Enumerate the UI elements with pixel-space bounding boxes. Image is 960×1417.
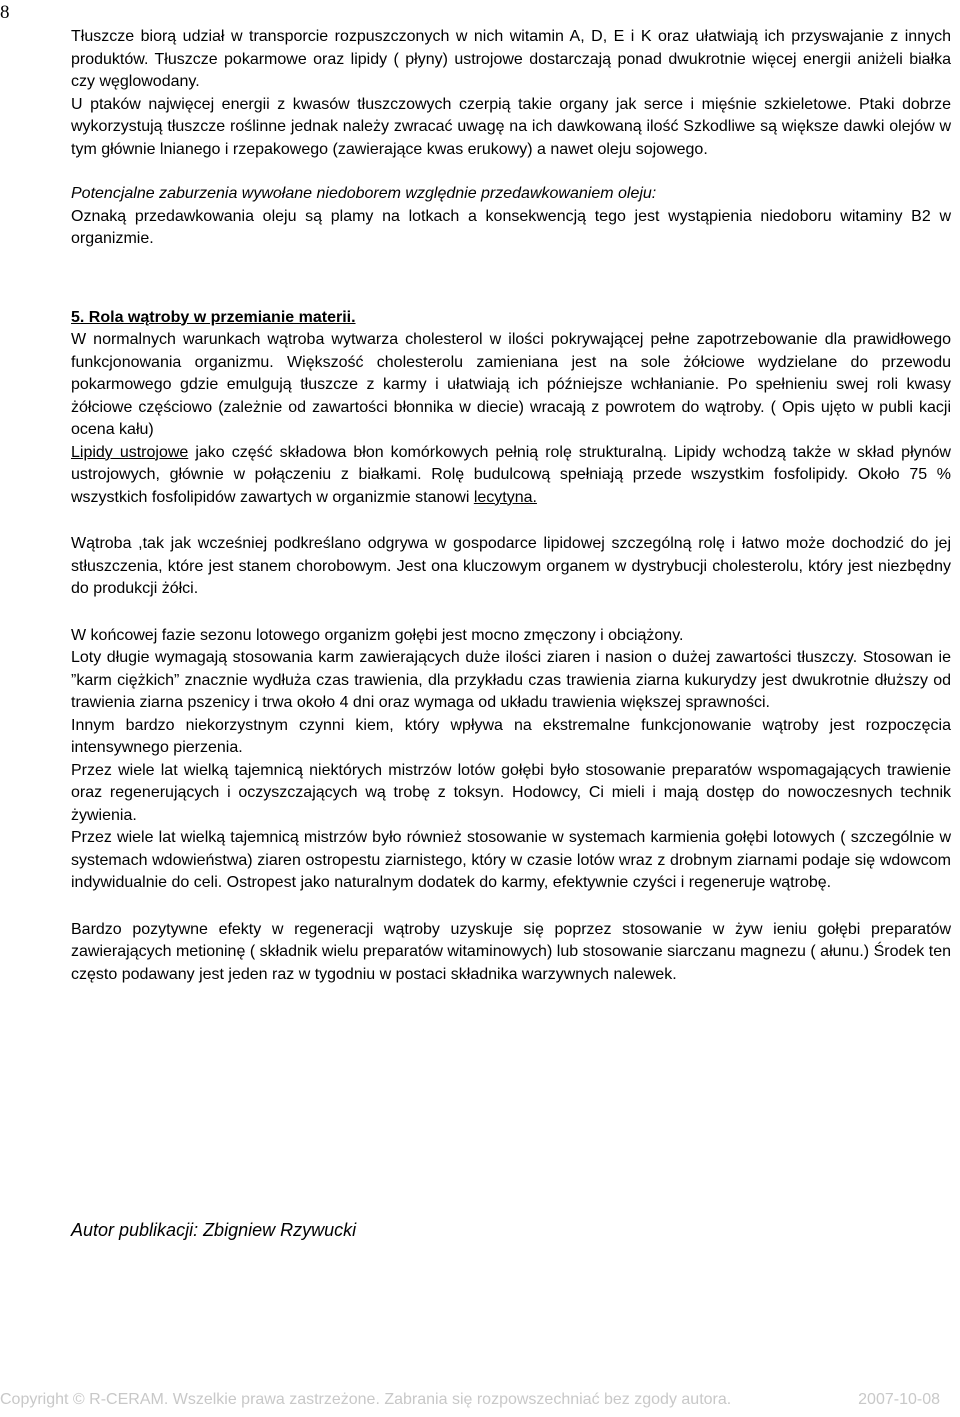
paragraph-regeneration: Bardzo pozytywne efekty w regeneracji wątroby uzyskuje się poprzez stosowanie w żyw ieniu gołębi preparatów zawierających metioninę ( składnik wielu preparatów witaminowych) lub stosowanie siarczanu magnezu ( ałunu.) Środek ten często podawany jest jeden raz w tygodniu w postaci składnika warzywnych nalewek. xyxy=(71,920,951,983)
lecithin-term: lecytyna. xyxy=(473,488,537,506)
paragraph-birds-energy: U ptaków najwięcej energii z kwasów tłuszczowych czerpią takie organy jak serce i mięśnie szkieletowe. Ptaki dobrze wykorzystują tłuszcze roślinne jednak należy zwracać uwagę na ich dawkowaną ilość Szkodliwe są większe dawki olejów w tym głównie lnianego i rzepakowego (zawierające kwas erukowy) a nawet oleju sojowego. xyxy=(71,95,951,158)
lipids-term: Lipidy ustrojowe xyxy=(71,443,189,461)
author-line: Autor publikacji: Zbigniew Rzywucki xyxy=(71,1220,357,1240)
paragraph-oil-overdose: Oznaką przedawkowania oleju są plamy na lotkach a konsekwencją tego jest wystąpienia niedoboru witaminy B2 w organizmie. xyxy=(71,207,951,247)
paragraph-masters-secret: Przez wiele lat wielką tajemnicą niektórych mistrzów lotów gołębi było stosowanie preparatów wspomagających trawienie oraz regenerujących i oczyszczających wą trobę z toksyn. Hodowcy, Ci mieli i mają dostęp do nowoczesnych technik żywienia. xyxy=(71,761,951,824)
footer-date: 2007-10-08 xyxy=(858,1391,940,1408)
section-heading xyxy=(71,307,951,330)
section-heading-text: 5. Rola wątroby w przemianie materii. xyxy=(71,308,356,326)
paragraph-long-flights: Loty długie wymagają stosowania karm zawierających duże ilości ziaren i nasion o dużej zawartości tłuszczy. Stosowan ie ”karm ciężkich” znacznie wydłuża czas trawienia, dla przykładu czas trawienia ziarna kukurydzy jest dwukrotnie dłuższy od trawienia ziarna pszenicy i trwa około 4 dni oraz wymaga od układu trawienia większej sprawności. xyxy=(71,649,951,711)
page-number: 8 xyxy=(0,2,10,23)
footer-copyright: Copyright © R-CERAM. Wszelkie prawa zastrzeżone. Zabrania się rozpowszechniać bez zgody autora. xyxy=(0,1391,732,1408)
lipids-text: jako część składowa błon komórkowych pełnią rolę strukturalną. Lipidy wchodzą także w skład płynów ustrojowych, głównie w połączeniu z białkami. Rolę budulcową spełniają przede wszystkim fosfolipidy. Około 75 % wszystkich fosfolipidów zawartych w organizmie stanowi xyxy=(71,443,951,506)
paragraph-fats-transport: Tłuszcze biorą udział w transporcie rozpuszczonych w nich witamin A, D, E i K oraz ułatwiają ich przyswajanie z innych produktów. Tłuszcze pokarmowe oraz lipidy ( płyny) ustrojowe dostarczają ponad dwukrotnie więcej energii aniżeli białka czy węglowodany. xyxy=(71,28,951,90)
paragraph-moulting: Innym bardzo niekorzystnym czynni kiem, który wpływa na ekstremalne funkcjonowanie wątroby jest rozpoczęcia intensywnego pierzenia. xyxy=(71,716,951,756)
paragraph-body-lipids xyxy=(71,442,951,510)
paragraph-milk-thistle: Przez wiele lat wielką tajemnicą mistrzów było również stosowanie w systemach karmienia gołębi lotowych ( szczególnie w systemach wdowieństwa) ziaren ostropestu ziarnistego, który w czasie lotów wraz z drobnym ziarnami podaje się wdowcom indywidualnie do celi. Ostropest jako naturalnym dodatek do karmy, efektywnie czyści i regeneruje wątrobę. xyxy=(71,829,951,891)
paragraph-liver-cholesterol: W normalnych warunkach wątroba wytwarza cholesterol w ilości pokrywającej pełne zapotrzebowanie dla prawidłowego funkcjonowania organizmu. Większość cholesterolu zamieniana jest na sole żółciowe wydzielane do przewodu pokarmowego gdzie emulgują tłuszcze z karmy i ułatwiają ich późniejsze wchłanianie. Po spełnieniu swej roli kwasy żółciowe częściowo (zależnie od zawartości błonnika w diecie) wracają z powrotem do wątroby. ( Opis ujęto w publi kacji ocena kału) xyxy=(71,331,951,438)
document-body xyxy=(71,26,951,986)
paragraph-season-end: W końcowej fazie sezonu lotowego organizm gołębi jest mocno zmęczony i obciążony. xyxy=(71,626,684,644)
footer xyxy=(0,1391,940,1409)
paragraph-liver-role: Wątroba ,tak jak wcześniej podkreślano odgrywa w gospodarce lipidowej szczególną rolę i łatwo może dochodzić do jej stłuszczenia, które jest stanem chorobowym. Jest ona kluczowym organem w dystrybucji cholesterolu, który jest niezbędny do produkcji żółci. xyxy=(71,535,951,597)
paragraph-disorders-title: Potencjalne zaburzenia wywołane niedoborem względnie przedawkowaniem oleju: xyxy=(71,185,657,202)
